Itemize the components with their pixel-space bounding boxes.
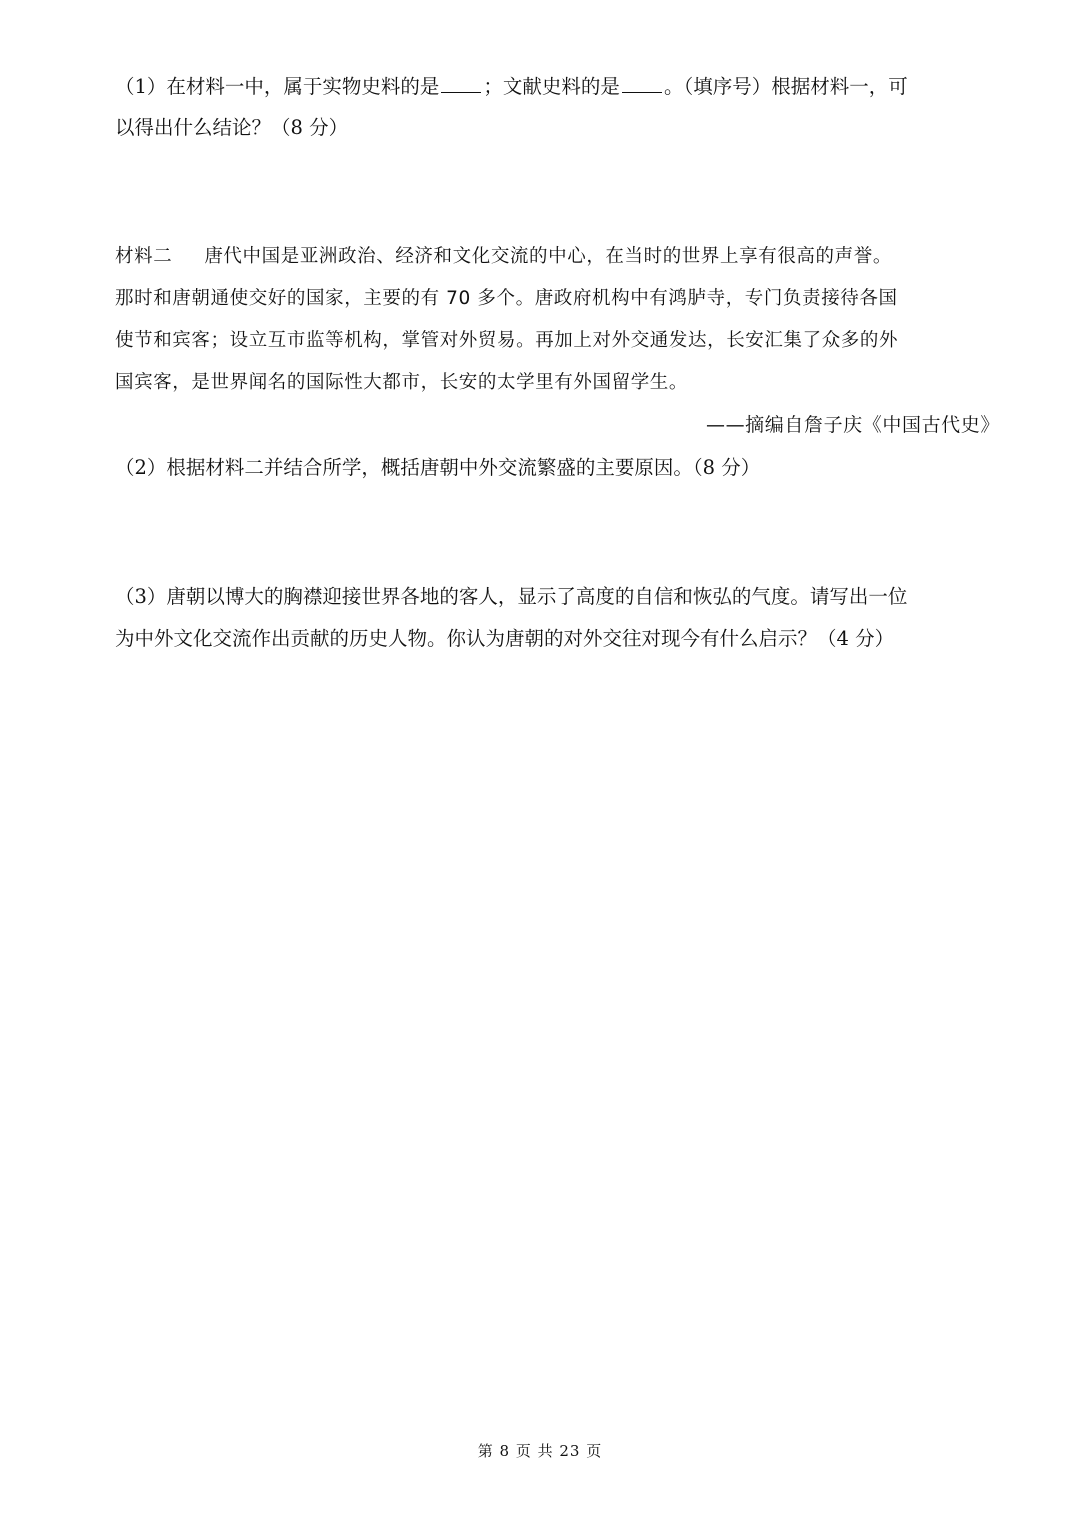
page-number-footer: 第 8 页 共 23 页 <box>477 1442 603 1460</box>
material-2-line-2: 那时和唐朝通使交好的国家，主要的有 70 多个。唐政府机构中有鸿胪寺，专门负责接待各国 <box>115 288 898 309</box>
material-2-source: ——摘编自詹子庆《中国古代史》 <box>705 414 1000 436</box>
question-1-line-1 <box>115 72 1005 102</box>
material-2-line-1 <box>115 242 1005 272</box>
question-3-line-2: 为中外文化交流作出贡献的历史人物。你认为唐朝的对外交往对现今有什么启示？（4 分） <box>115 627 895 650</box>
question-3-line-1: （3）唐朝以博大的胸襟迎接世界各地的客人，显示了高度的自信和恢弘的气度。请写出一位 <box>115 585 908 608</box>
answer-blank-physical[interactable] <box>441 74 481 93</box>
question-1-line-2: 以得出什么结论？（8 分） <box>115 116 349 139</box>
q1-text-part-1: （1）在材料一中，属于实物史料的是 <box>115 75 440 98</box>
material-2-line-3: 使节和宾客；设立互市监等机构，掌管对外贸易。再加上对外交通发达，长安汇集了众多的外 <box>115 330 899 351</box>
answer-blank-document[interactable] <box>622 74 662 93</box>
question-2-line-1: （2）根据材料二并结合所学，概括唐朝中外交流繁盛的主要原因。（8 分） <box>115 456 761 479</box>
q1-text-part-2: ；文献史料的是 <box>483 75 620 98</box>
q1-text-part-3: 。（填序号）根据材料一，可 <box>663 75 908 98</box>
material-2-label: 材料二 <box>115 246 173 267</box>
material-2-text-1: 唐代中国是亚洲政治、经济和文化交流的中心，在当时的世界上享有很高的声誉。 <box>204 246 892 267</box>
material-2-line-4: 国宾客，是世界闻名的国际性大都市，长安的太学里有外国留学生。 <box>115 372 689 393</box>
